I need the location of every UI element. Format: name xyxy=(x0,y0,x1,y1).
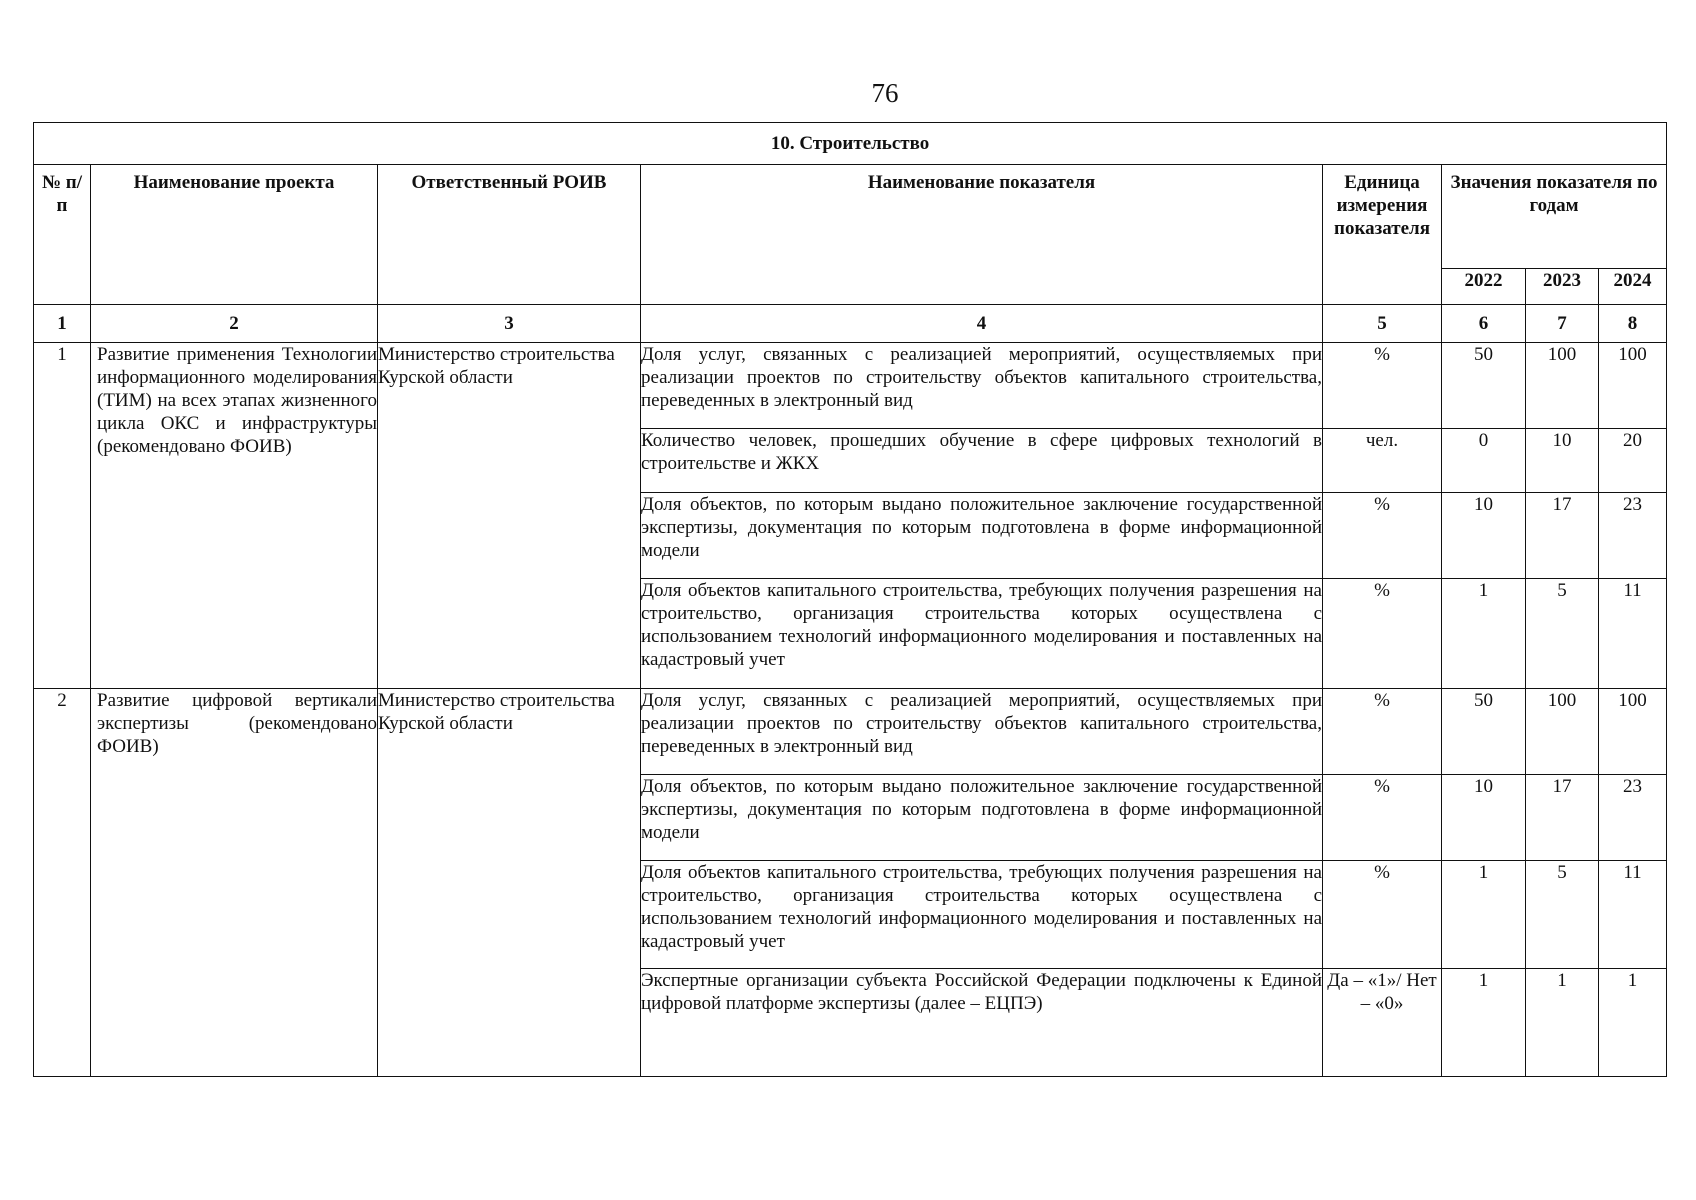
value-2024: 23 xyxy=(1599,775,1667,861)
indicator-unit: % xyxy=(1323,343,1442,429)
indicator-unit: % xyxy=(1323,689,1442,775)
column-number: 4 xyxy=(641,305,1323,343)
indicator-unit: % xyxy=(1323,861,1442,969)
column-number: 1 xyxy=(34,305,91,343)
value-2022: 1 xyxy=(1442,969,1526,1077)
indicators-table xyxy=(33,122,1667,1077)
value-2023: 1 xyxy=(1526,969,1599,1077)
header-num: № п/п xyxy=(34,165,91,305)
indicator-unit: чел. xyxy=(1323,429,1442,493)
table-row xyxy=(34,343,1667,429)
value-2024: 20 xyxy=(1599,429,1667,493)
value-2024: 23 xyxy=(1599,493,1667,579)
indicator-name: Доля объектов капитального строительства, требующих получения разрешения на строительство, организация строительства которых осуществлена с использованием технологий информационного моделирования и поставленных на кадастровый учет xyxy=(641,861,1323,969)
indicator-name: Количество человек, прошедших обучение в сфере цифровых технологий в строительстве и ЖКХ xyxy=(641,429,1323,493)
value-2024: 11 xyxy=(1599,861,1667,969)
project-name: Развитие применения Технологии информационного моделирования (ТИМ) на всех этапах жизненного цикла ОКС и инфраструктуры (рекомендовано ФОИВ) xyxy=(91,343,378,689)
indicator-name: Доля объектов, по которым выдано положительное заключение государственной экспертизы, документация по которым подготовлена в форме информационной модели xyxy=(641,493,1323,579)
section-title: 10. Строительство xyxy=(34,123,1667,165)
value-2023: 5 xyxy=(1526,579,1599,689)
value-2023: 10 xyxy=(1526,429,1599,493)
value-2022: 10 xyxy=(1442,775,1526,861)
value-2022: 1 xyxy=(1442,579,1526,689)
column-number: 5 xyxy=(1323,305,1442,343)
header-unit: Единица измерения показателя xyxy=(1323,165,1442,305)
value-2023: 5 xyxy=(1526,861,1599,969)
header-roiv: Ответственный РОИВ xyxy=(378,165,641,305)
value-2024: 1 xyxy=(1599,969,1667,1077)
header-values: Значения показателя по годам xyxy=(1442,165,1667,269)
indicator-unit: % xyxy=(1323,579,1442,689)
indicator-name: Доля объектов капитального строительства, требующих получения разрешения на строительство, организация строительства которых осуществлена с использованием технологий информационного моделирования и поставленных на кадастровый учет xyxy=(641,579,1323,689)
responsible-roiv: Министерство строительства Курской области xyxy=(378,689,641,1077)
header-indicator: Наименование показателя xyxy=(641,165,1323,305)
value-2023: 17 xyxy=(1526,775,1599,861)
project-number: 2 xyxy=(34,689,91,1077)
project-number: 1 xyxy=(34,343,91,689)
column-number: 8 xyxy=(1599,305,1667,343)
value-2024: 100 xyxy=(1599,343,1667,429)
indicator-name: Доля услуг, связанных с реализацией мероприятий, осуществляемых при реализации проектов по строительству объектов капитального строительства, переведенных в электронный вид xyxy=(641,689,1323,775)
indicator-name: Экспертные организации субъекта Российской Федерации подключены к Единой цифровой платформе экспертизы (далее – ЕЦПЭ) xyxy=(641,969,1323,1077)
header-year-2023: 2023 xyxy=(1526,269,1599,305)
value-2022: 50 xyxy=(1442,689,1526,775)
page-number: 76 xyxy=(871,78,899,108)
responsible-roiv: Министерство строительства Курской области xyxy=(378,343,641,689)
indicator-name: Доля объектов, по которым выдано положительное заключение государственной экспертизы, документация по которым подготовлена в форме информационной модели xyxy=(641,775,1323,861)
indicator-unit: % xyxy=(1323,493,1442,579)
indicator-unit: % xyxy=(1323,775,1442,861)
header-project: Наименование проекта xyxy=(91,165,378,305)
column-number: 7 xyxy=(1526,305,1599,343)
value-2022: 10 xyxy=(1442,493,1526,579)
column-number: 6 xyxy=(1442,305,1526,343)
column-numbers-row xyxy=(34,305,1667,343)
value-2022: 1 xyxy=(1442,861,1526,969)
project-name: Развитие цифровой вертикали экспертизы (рекомендовано ФОИВ) xyxy=(91,689,378,1077)
value-2023: 17 xyxy=(1526,493,1599,579)
table-row xyxy=(34,689,1667,775)
value-2023: 100 xyxy=(1526,689,1599,775)
value-2022: 0 xyxy=(1442,429,1526,493)
column-number: 3 xyxy=(378,305,641,343)
value-2022: 50 xyxy=(1442,343,1526,429)
indicator-unit: Да – «1»/ Нет – «0» xyxy=(1323,969,1442,1077)
value-2024: 11 xyxy=(1599,579,1667,689)
indicator-name: Доля услуг, связанных с реализацией мероприятий, осуществляемых при реализации проектов по строительству объектов капитального строительства, переведенных в электронный вид xyxy=(641,343,1323,429)
value-2024: 100 xyxy=(1599,689,1667,775)
header-year-2022: 2022 xyxy=(1442,269,1526,305)
column-number: 2 xyxy=(91,305,378,343)
header-year-2024: 2024 xyxy=(1599,269,1667,305)
value-2023: 100 xyxy=(1526,343,1599,429)
